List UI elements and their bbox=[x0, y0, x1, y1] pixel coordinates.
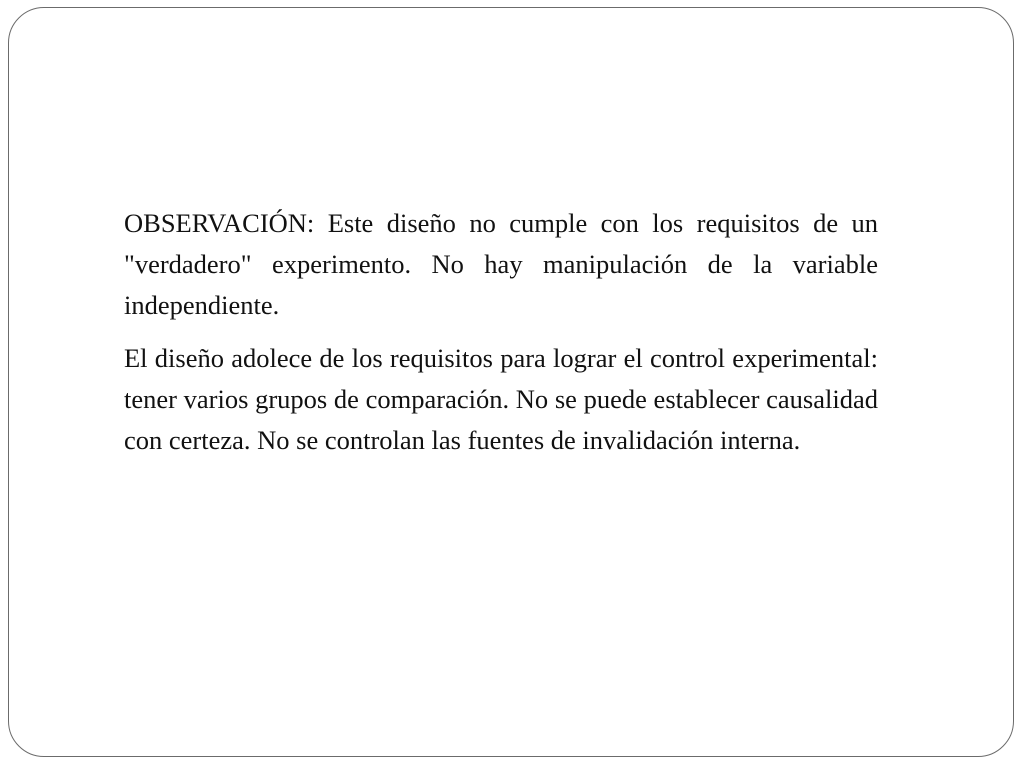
slide-body bbox=[124, 203, 878, 473]
observation-paragraph: OBSERVACIÓN: Este diseño no cumple con los requisitos de un "verdadero" experimento. No hay manipulación de la variable independiente. bbox=[124, 208, 878, 320]
slide-frame bbox=[8, 7, 1014, 757]
design-limitations-paragraph: El diseño adolece de los requisitos para lograr el control experimental: tener varios grupos de comparación. No se puede establecer causalidad con certeza. No se controlan las fuentes de invalidación interna. bbox=[124, 343, 878, 455]
